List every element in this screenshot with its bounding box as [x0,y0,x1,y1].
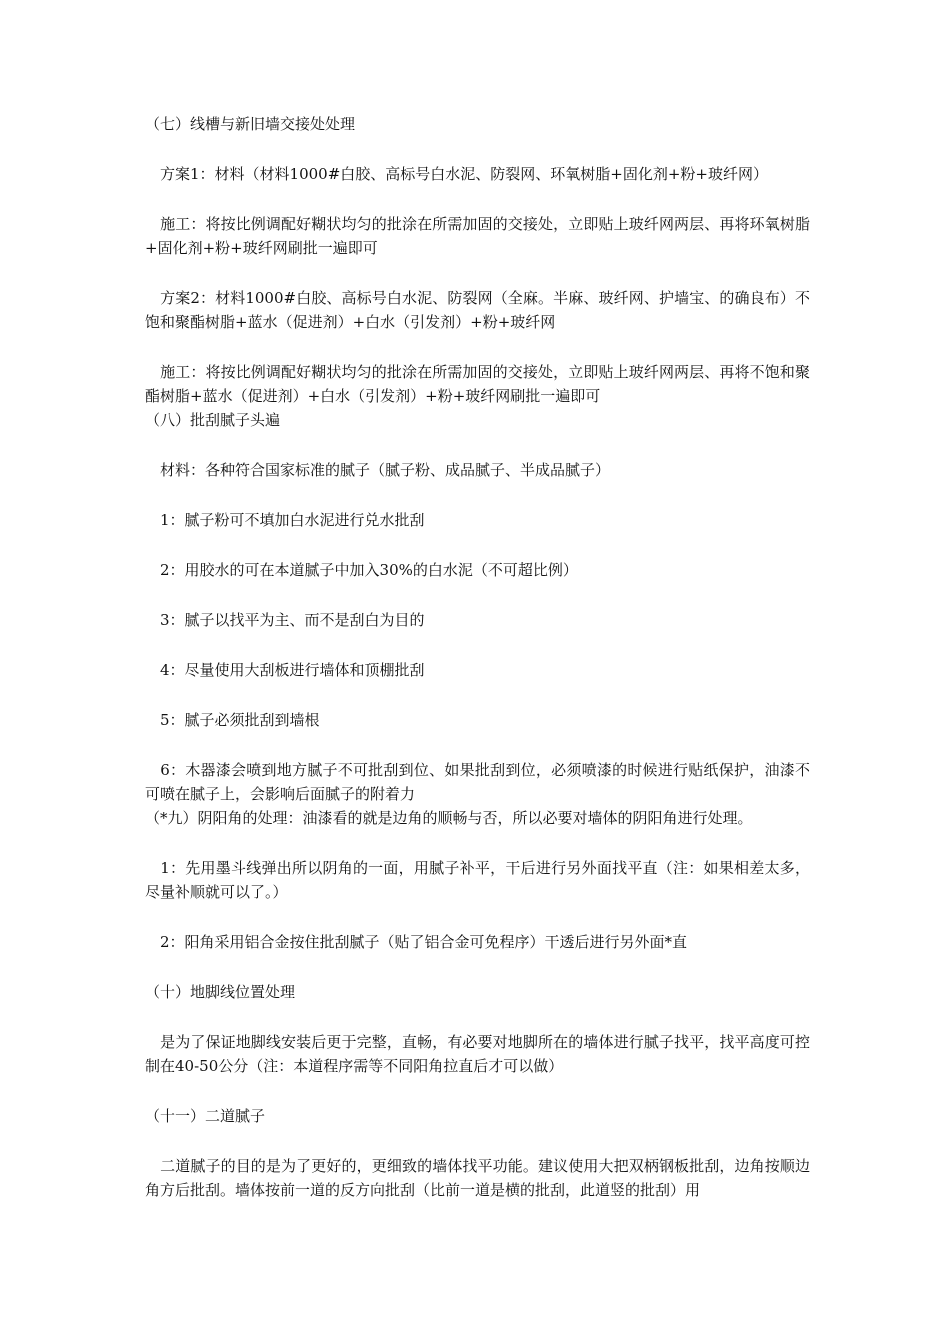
heading-section-7: （七）线槽与新旧墙交接处处理 [145,115,356,133]
list-item-4: 4：尽量使用大刮板进行墙体和顶棚批刮 [145,661,425,679]
list-item-5: 5：腻子必须批刮到墙根 [145,711,320,729]
heading-section-10: （十）地脚线位置处理 [145,983,296,1001]
heading-section-9: （*九）阴阳角的处理：油漆看的就是边角的顺畅与否，所以必要对墙体的阴阳角进行处理。 [145,809,753,827]
heading-section-11: （十一）二道腻子 [145,1107,266,1125]
list-item-3: 3：腻子以找平为主、而不是刮白为目的 [145,611,425,629]
heading-section-8: （八）批刮腻子头遍 [145,411,281,429]
paragraph-plan-2: 方案2：材料1000#白胶、高标号白水泥、防裂网（全麻。半麻、玻纤网、护墙宝、的确良布）不饱和聚酯树脂+蓝水（促进剂）+白水（引发剂）+粉+玻纤网 [145,289,810,331]
list-item-1: 1：腻子粉可不填加白水泥进行兑水批刮 [145,511,425,529]
paragraph-construction-2: 施工：将按比例调配好糊状均匀的批涂在所需加固的交接处，立即贴上玻纤网两层、再将不饱和聚酯树脂+蓝水（促进剂）+白水（引发剂）+粉+玻纤网刷批一遍即可 [145,363,810,405]
paragraph-baseboard: 是为了保证地脚线安装后更于完整，直畅，有必要对地脚所在的墙体进行腻子找平，找平高度可控制在40-50公分（注：本道程序需等不同阳角拉直后才可以做） [145,1033,810,1075]
corner-item-2: 2：阳角采用铝合金按住批刮腻子（贴了铝合金可免程序）干透后进行另外面*直 [145,933,688,951]
paragraph-materials: 材料：各种符合国家标准的腻子（腻子粉、成品腻子、半成品腻子） [145,461,611,479]
list-item-6: 6：木器漆会喷到地方腻子不可批刮到位、如果批刮到位，必须喷漆的时候进行贴纸保护，油漆不可喷在腻子上，会影响后面腻子的附着力 [145,761,810,803]
document-page [145,112,810,1202]
list-item-2: 2：用胶水的可在本道腻子中加入30%的白水泥（不可超比例） [145,561,578,579]
paragraph-construction-1: 施工：将按比例调配好糊状均匀的批涂在所需加固的交接处，立即贴上玻纤网两层、再将环氧树脂+固化剂+粉+玻纤网刷批一遍即可 [145,215,810,257]
paragraph-plan-1: 方案1：材料（材料1000#白胶、高标号白水泥、防裂网、环氧树脂+固化剂+粉+玻纤网） [145,165,768,183]
paragraph-second-putty: 二道腻子的目的是为了更好的，更细致的墙体找平功能。建议使用大把双柄钢板批刮，边角按顺边角方后批刮。墙体按前一道的反方向批刮（比前一道是横的批刮，此道竖的批刮）用 [145,1157,810,1199]
corner-item-1: 1：先用墨斗线弹出所以阴角的一面，用腻子补平，干后进行另外面找平直（注：如果相差太多，尽量补顺就可以了。） [145,859,810,901]
